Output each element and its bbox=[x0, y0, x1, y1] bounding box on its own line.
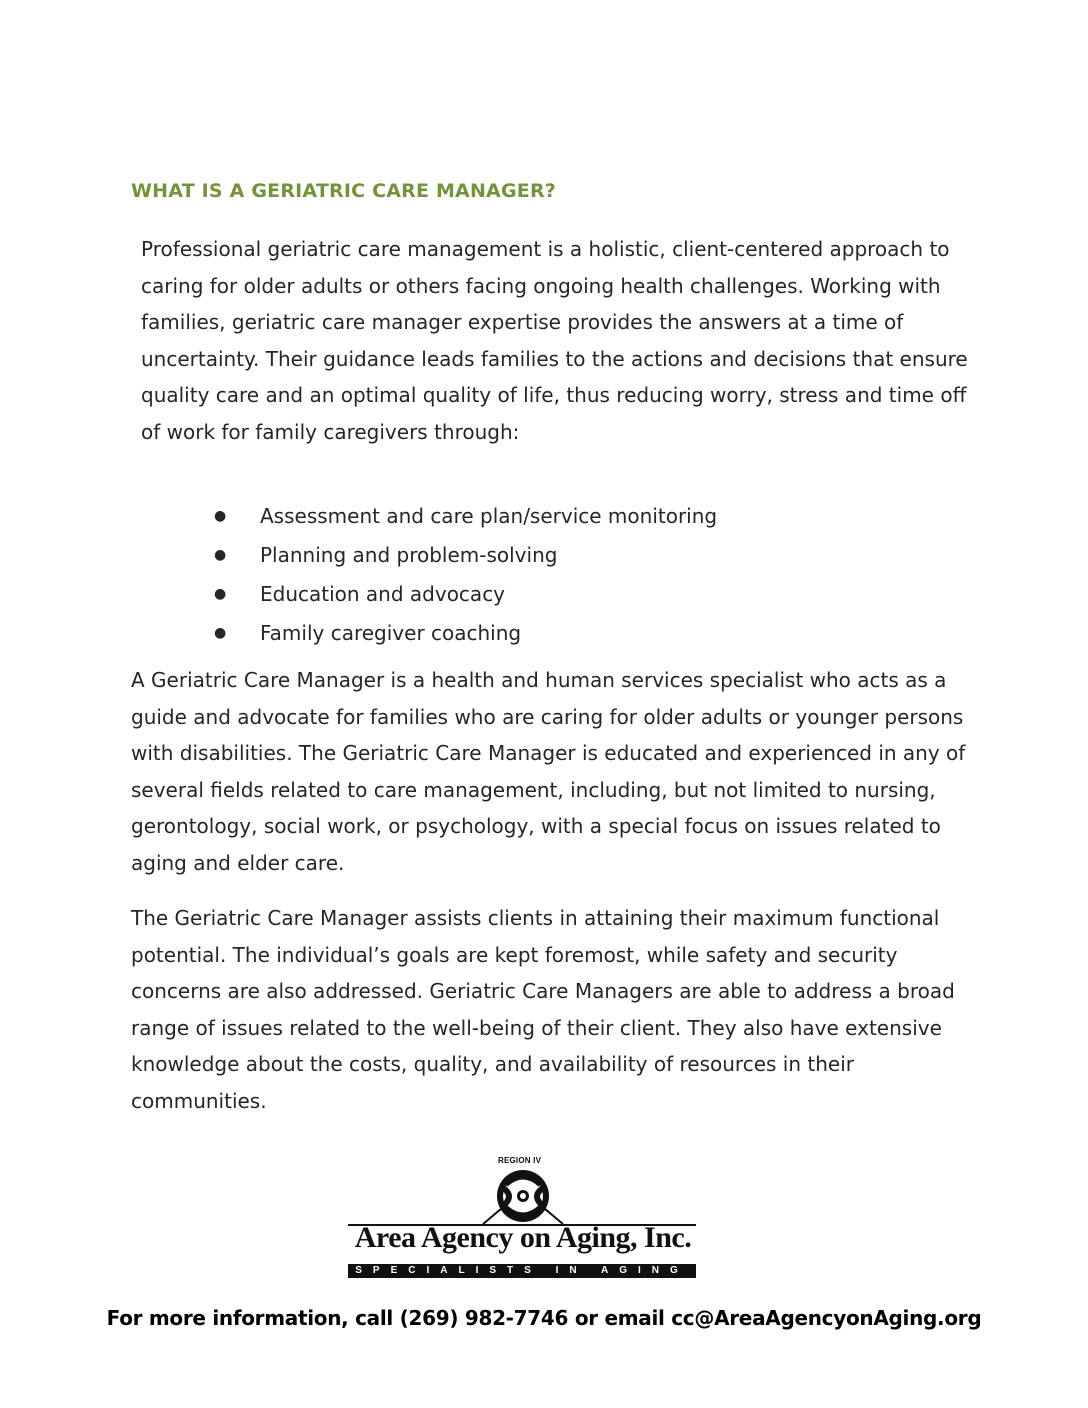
list-item bbox=[210, 574, 717, 613]
list-item-label: Education and advocacy bbox=[260, 581, 506, 606]
bullet-icon: ● bbox=[214, 585, 227, 602]
list-item bbox=[210, 496, 717, 535]
services-list bbox=[210, 496, 717, 652]
logo-agency-name: Area Agency on Aging, Inc. bbox=[354, 1221, 692, 1254]
role-paragraph: The Geriatric Care Manager assists clients in attaining their maximum functional potential. The individual’s goals are kept foremost, while safety and security concerns are also addressed. Geriatric Care Managers are able to address a broad range of issues related to the well-being of their client. They also have extensive knowledge about the costs, quality, and availability of resources in their communities. bbox=[131, 906, 955, 1113]
logo-region-label: REGION IV bbox=[498, 1156, 542, 1165]
logo-tagline: SPECIALISTS IN AGING bbox=[348, 1264, 696, 1278]
definition-paragraph: A Geriatric Care Manager is a health and human services specialist who acts as a guide and advocate for families who are caring for older adults or younger persons with disabilities. The Geriatric Care Manager is educated and experienced in any of several fields related to care management, including, but not limited to nursing, gerontology, social work, or psychology, with a special focus on issues related to aging and elder care. bbox=[131, 668, 966, 875]
agency-logo bbox=[345, 1152, 701, 1282]
list-item bbox=[210, 535, 717, 574]
page-heading: WHAT IS A GERIATRIC CARE MANAGER? bbox=[131, 180, 556, 202]
bullet-icon: ● bbox=[214, 546, 227, 563]
list-item-label: Family caregiver coaching bbox=[260, 620, 522, 645]
list-item bbox=[210, 613, 717, 652]
bullet-icon: ● bbox=[214, 624, 227, 641]
intro-paragraph: Professional geriatric care management is a holistic, client-centered approach to caring for older adults or others facing ongoing health challenges. Working with families, geriatric care manager expertise provides the answers at a time of uncertainty. Their guidance leads families to the actions and decisions that ensure quality care and an optimal quality of life, thus reducing worry, stress and time off of work for family caregivers through: bbox=[141, 237, 968, 444]
list-item-label: Planning and problem-solving bbox=[260, 542, 558, 567]
bullet-icon: ● bbox=[214, 507, 227, 524]
contact-footer: For more information, call (269) 982-7746 or email cc@AreaAgencyonAging.org bbox=[106, 1306, 982, 1330]
knot-emblem-icon bbox=[475, 1166, 571, 1228]
list-item-label: Assessment and care plan/service monitoring bbox=[260, 503, 718, 528]
